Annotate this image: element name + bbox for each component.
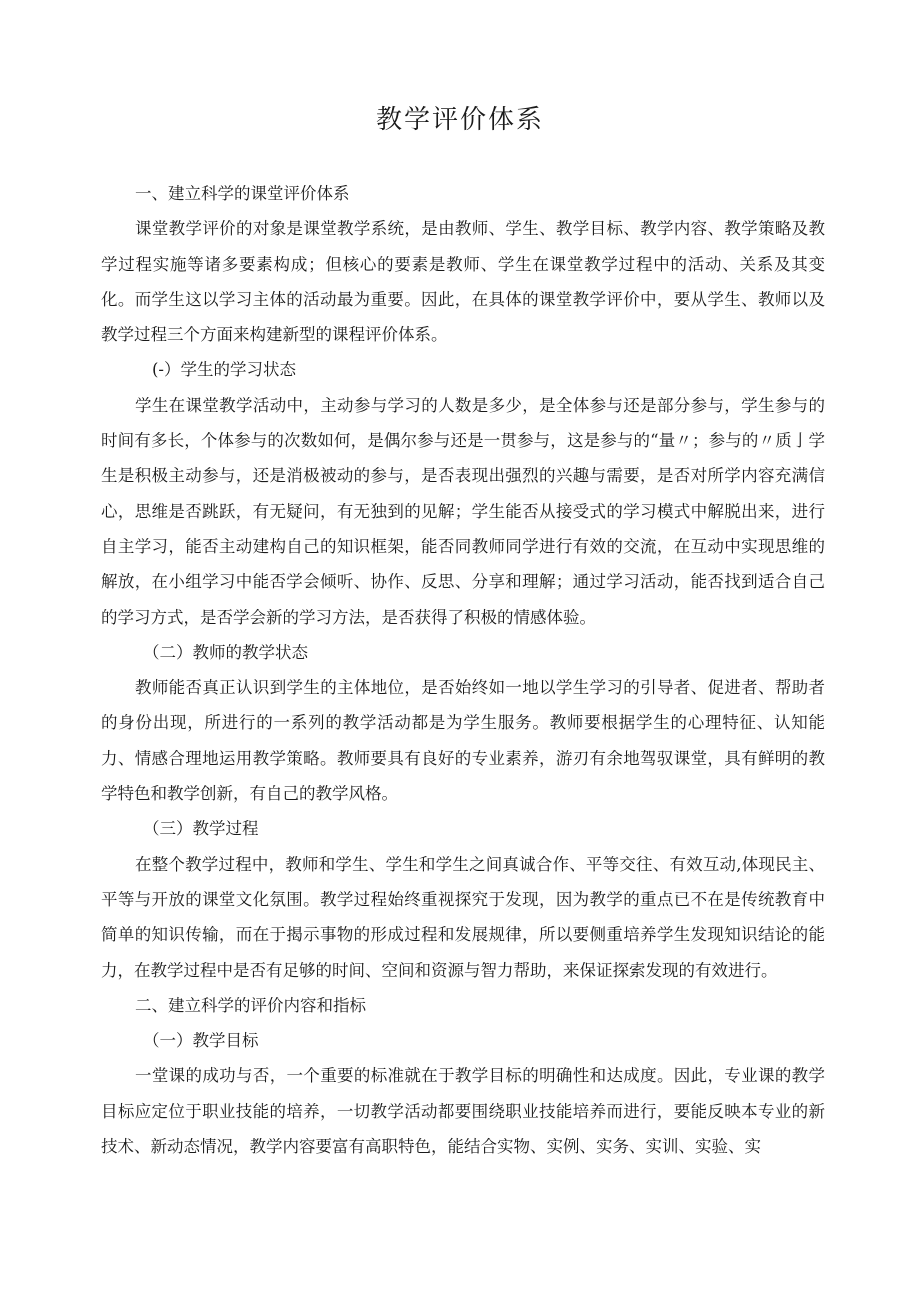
subsection-heading-1-2: （二）教师的教学状态 — [143, 642, 308, 662]
section-heading-2: 二、建立科学的评价内容和指标 — [135, 995, 366, 1015]
paragraph: 学生在课堂教学活动中，主动参与学习的人数是多少，是全体参与还是部分参与，学生参与的时间有多长，个体参与的次数如何，是偶尔参与还是一贯参与，这是参与的“量〃；参与的〃质亅学生是积极主动参与，还是消极被动的参与，是否表现出强烈的兴趣与需要，是否对所学内容充满信心，思维是否跳跃，有无疑问，有无独到的见解；学生能否从接受式的学习模式中解脱出来，进行自主学习，能否主动建构自己的知识框架，能否同教师同学进行有效的交流，在互动中实现思维的解放，在小组学习中能否学会倾听、协作、反思、分享和理解；通过学习活动，能否找到适合自己的学习方式，是否学会新的学习方法，是否获得了积极的情感体验。 — [101, 395, 825, 627]
section-heading-1: 一、建立科学的课堂评价体系 — [135, 184, 350, 203]
document-title: 教学评价体系 — [375, 105, 544, 135]
paragraph: 课堂教学评价的对象是课堂教学系统，是由教师、学生、教学目标、教学内容、教学策略及教学过程实施等诸多要素构成；但核心的要素是教师、学生在课堂教学过程中的活动、关系及其变化。而学生这以学习主体的活动最为重要。因此，在具体的课堂教学评价中，要从学生、教师以及教学过程三个方面来构建新型的课程评价体系。 — [101, 219, 825, 345]
paragraph: 教师能否真正认识到学生的主体地位，是否始终如一地以学生学习的引导者、促进者、帮助者的身份出现，所进行的一系列的教学活动都是为学生服务。教师要根据学生的心理特征、认知能力、情感合理地运用教学策略。教师要具有良好的专业素养，游刃有余地驾驭课堂，具有鲜明的教学特色和教学创新，有自己的教学风格。 — [101, 678, 825, 804]
paragraph: 一堂课的成功与否，一个重要的标准就在于教学目标的明确性和达成度。因此，专业课的教学目标应定位于职业技能的培养，一切教学活动都要围绕职业技能培养而进行，要能反映本专业的新技术、新动态情况，教学内容要富有高职特色，能结合实物、实例、实务、实训、实验、实 — [101, 1066, 825, 1157]
paragraph: 在整个教学过程中，教师和学生、学生和学生之间真诚合作、平等交往、有效互动,体现民主、平等与开放的课堂文化氛围。教学过程始终重视探究于发现，因为教学的重点已不在是传统教育中简单的知识传输，而在于揭示事物的形成过程和发展规律，所以要侧重培养学生发现知识结论的能力，在教学过程中是否有足够的时间、空间和资源与智力帮助，来保证探索发现的有效进行。 — [101, 854, 825, 980]
subsection-heading-1-1: (-）学生的学习状态 — [152, 360, 297, 380]
subsection-heading-1-3: （三）教学过程 — [143, 819, 259, 839]
subsection-heading-2-1: （一）教学目标 — [143, 1031, 259, 1051]
document-body — [101, 176, 825, 1164]
